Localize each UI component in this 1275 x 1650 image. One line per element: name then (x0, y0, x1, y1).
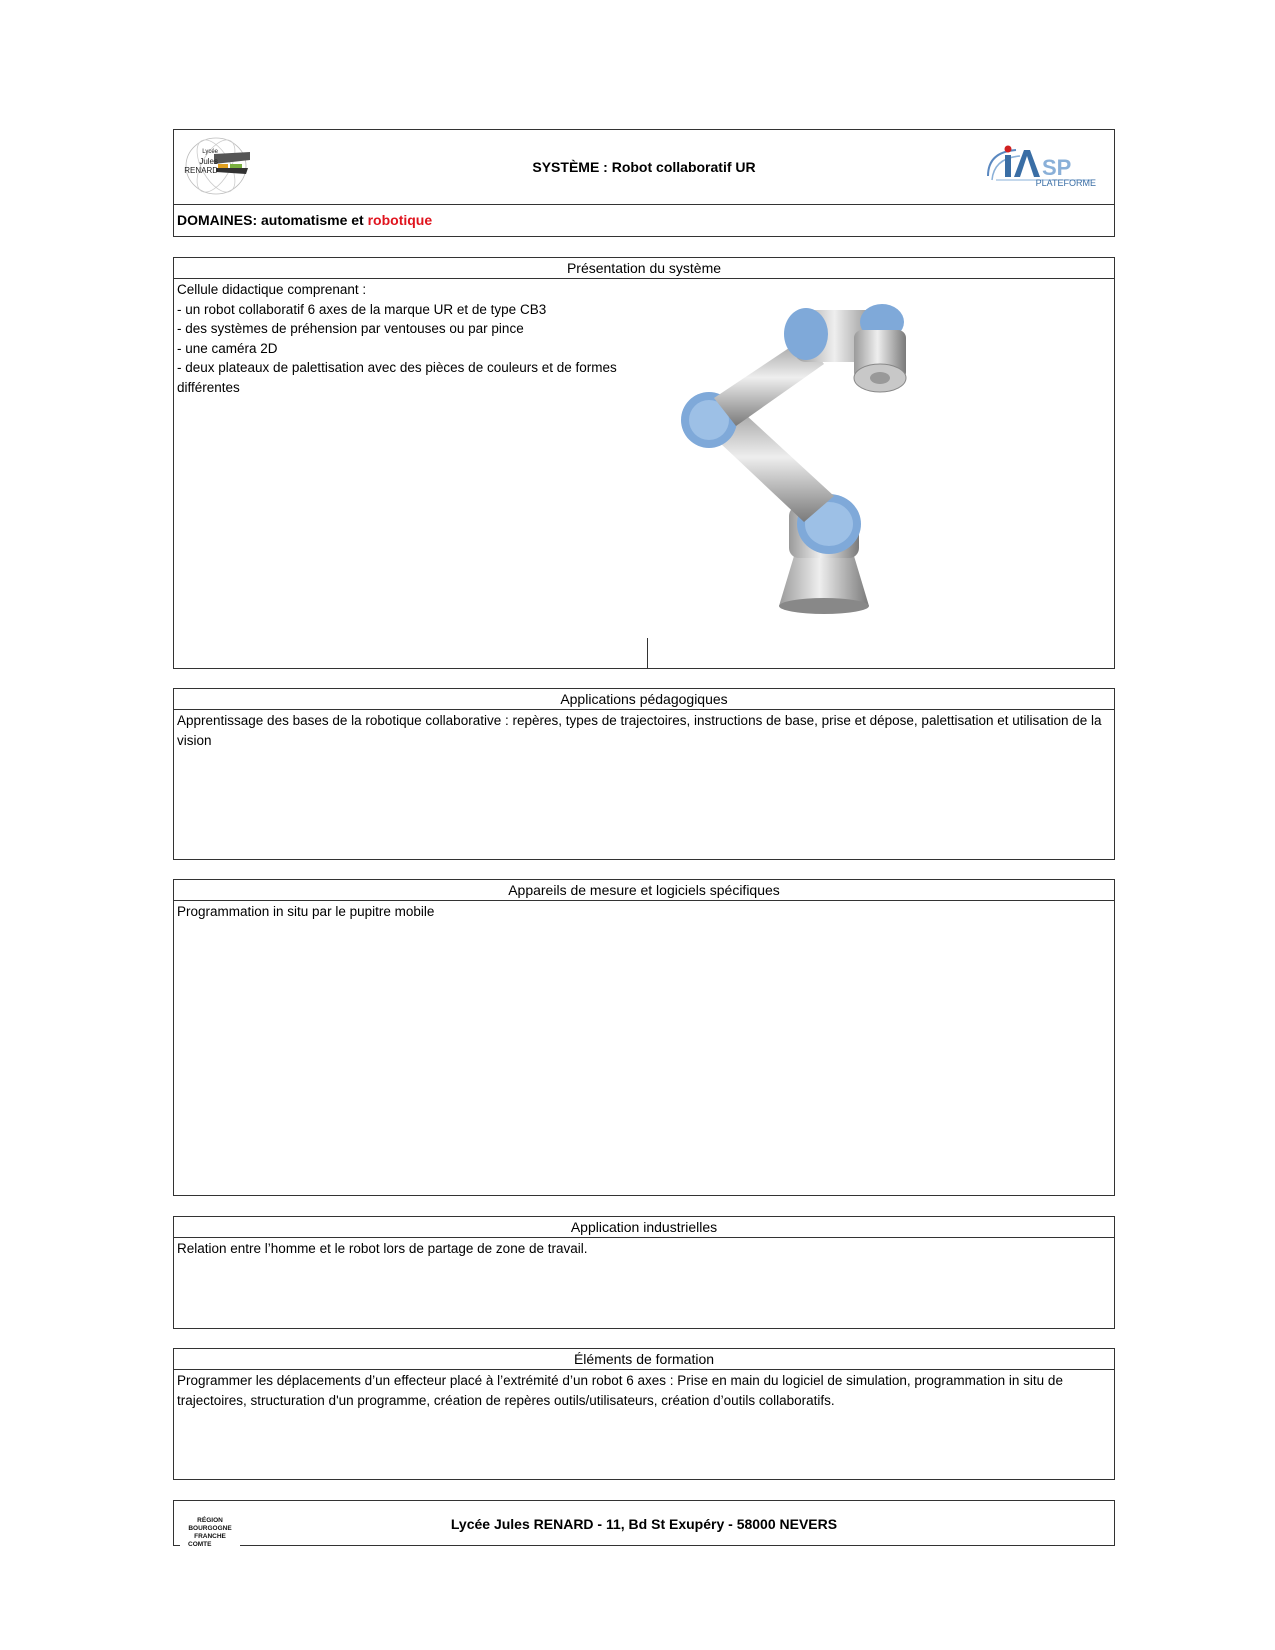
presentation-line: - un robot collaboratif 6 axes de la marque UR et de type CB3 (177, 301, 547, 317)
section-title: Application industrielles (174, 1217, 1114, 1238)
section-title: Appareils de mesure et logiciels spécifiques (174, 880, 1114, 901)
header-box (173, 129, 1115, 237)
presentation-line: - une caméra 2D (177, 340, 278, 356)
training-text: Programmer les déplacements d’un effecteur placé à l’extrémité d’un robot 6 axes : Prise en main du logiciel de simulation, programmation in situ de trajectoires, structuration d'un programme, création de repères outils/utilisateurs, création d’outils collaboratifs. (177, 1373, 1063, 1408)
iasp-logo-sub: PLATEFORME (1035, 178, 1096, 188)
applications-text: Apprentissage des bases de la robotique collaborative : repères, types de trajectoires, instructions de base, prise et dépose, palettisation et utilisation de la vision (177, 713, 1102, 748)
domains-row (174, 204, 1114, 237)
training-section (173, 1348, 1115, 1480)
presentation-line: - deux plateaux de palettisation avec des pièces de couleurs et de formes différentes (177, 360, 617, 395)
presentation-section (173, 257, 1115, 669)
footer-box (173, 1500, 1115, 1546)
header-title-row (174, 130, 1114, 205)
logo-text-line: RENARD (184, 166, 218, 175)
industrial-section (173, 1216, 1115, 1329)
region-logo-line: FRANCHE (194, 1533, 226, 1540)
cell-divider (647, 638, 648, 669)
system-title: SYSTÈME : Robot collaboratif UR (532, 159, 756, 175)
section-title: Applications pédagogiques (174, 689, 1114, 710)
presentation-line: Cellule didactique comprenant : (177, 282, 367, 297)
section-title: Présentation du système (174, 258, 1114, 279)
applications-section (173, 688, 1115, 860)
iasp-logo (986, 142, 1096, 190)
tools-section (173, 879, 1115, 1196)
tools-text: Programmation in situ par le pupitre mobile (177, 904, 435, 919)
logo-text-line: Lycée (202, 149, 218, 155)
footer-address: Lycée Jules RENARD - 11, Bd St Exupéry - 58000 NEVERS (450, 1516, 838, 1532)
robot-arm-image (654, 286, 944, 626)
region-logo-line: RÉGION (197, 1517, 223, 1524)
section-title: Éléments de formation (174, 1349, 1114, 1370)
industrial-text: Relation entre l’homme et le robot lors de partage de zone de travail. (177, 1241, 588, 1256)
presentation-line: - des systèmes de préhension par ventouses ou par pince (177, 321, 524, 336)
svg-text:SP: SP (1042, 155, 1072, 180)
region-logo-line: BOURGOGNE (188, 1525, 232, 1532)
logo-text-line: Jules (199, 157, 218, 166)
robot-arm-icon (654, 286, 944, 626)
presentation-body (174, 279, 650, 398)
domains-label: DOMAINES: automatisme et (177, 212, 368, 228)
domains-highlight: robotique (367, 212, 433, 228)
region-logo-line: COMTE (188, 1541, 212, 1548)
